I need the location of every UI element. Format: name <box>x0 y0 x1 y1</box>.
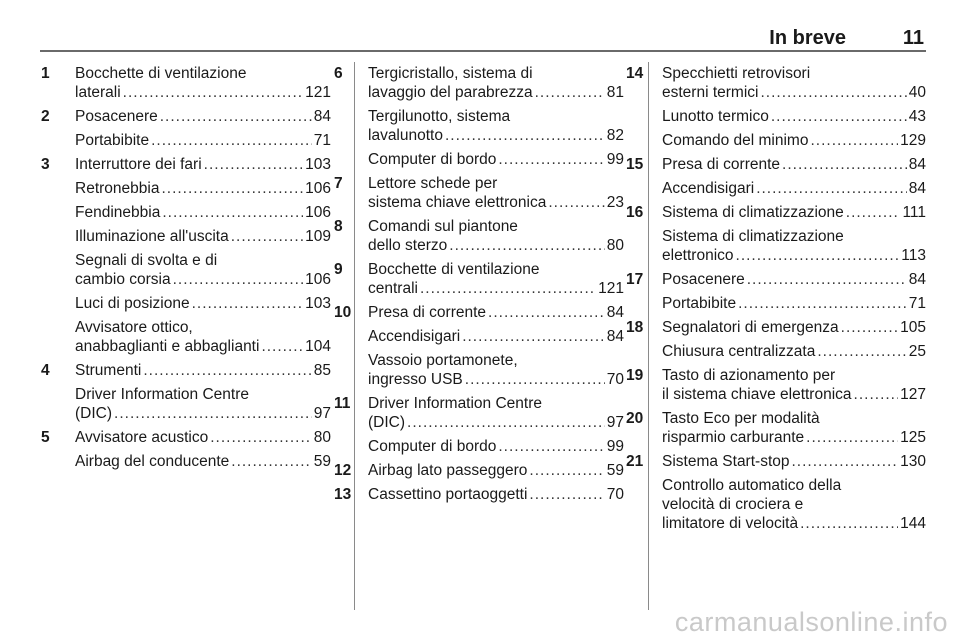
dot-leader <box>529 461 604 480</box>
index-entry[interactable] <box>368 437 624 456</box>
index-entry[interactable] <box>334 260 624 298</box>
page-reference[interactable]: 106 <box>305 180 331 197</box>
dot-leader <box>143 361 311 380</box>
entry-text: Accendisigari <box>662 180 755 197</box>
index-entry[interactable] <box>626 203 926 222</box>
dot-leader <box>841 318 898 337</box>
entry-text: Cassettino portaoggetti <box>368 486 528 503</box>
index-entry[interactable] <box>662 342 926 361</box>
dot-leader <box>162 203 303 222</box>
index-entry[interactable] <box>75 385 331 423</box>
entry-text: esterni termici <box>662 84 759 101</box>
index-entry[interactable] <box>626 452 926 471</box>
entry-text: Posacenere <box>662 271 745 288</box>
entry-number: 8 <box>334 218 343 235</box>
page-reference[interactable]: 106 <box>305 204 331 221</box>
index-entry[interactable] <box>334 485 624 504</box>
entry-text: Presa di corrente <box>662 156 781 173</box>
dot-leader <box>854 385 899 404</box>
page-reference[interactable]: 84 <box>606 304 624 321</box>
index-entry[interactable] <box>368 327 624 346</box>
dot-leader <box>465 370 605 389</box>
column-divider <box>354 62 355 610</box>
page-reference[interactable]: 127 <box>900 386 926 403</box>
entry-text: Tergicristallo, sistema di <box>368 65 533 82</box>
page-reference[interactable]: 103 <box>305 295 331 312</box>
index-entry[interactable] <box>75 227 331 246</box>
index-entry[interactable] <box>626 270 926 289</box>
index-entry[interactable] <box>75 203 331 222</box>
index-entry[interactable] <box>626 64 926 102</box>
page-reference[interactable]: 109 <box>305 228 331 245</box>
index-entry[interactable] <box>75 318 331 356</box>
dot-leader <box>420 279 596 298</box>
page-reference[interactable]: 85 <box>313 362 331 379</box>
page-reference[interactable]: 144 <box>900 515 926 532</box>
entry-text: Specchietti retrovisori <box>662 65 811 82</box>
page-reference[interactable]: 81 <box>606 84 624 101</box>
entry-number: 5 <box>41 429 50 446</box>
entry-text: Computer di bordo <box>368 438 497 455</box>
entry-text: Lettore schede per <box>368 175 498 192</box>
dot-leader <box>161 179 303 198</box>
entry-text: Tergilunotto, sistema <box>368 108 511 125</box>
index-entry[interactable] <box>75 294 331 313</box>
index-column-2 <box>334 64 624 509</box>
page-reference[interactable]: 104 <box>305 338 331 355</box>
entry-number: 3 <box>41 156 50 173</box>
entry-text: Controllo automatico della <box>662 477 842 494</box>
index-entry[interactable] <box>626 155 926 174</box>
page-number: 11 <box>902 27 924 49</box>
index-entry[interactable] <box>334 303 624 322</box>
entry-number: 12 <box>334 462 352 479</box>
page-reference[interactable]: 121 <box>598 280 624 297</box>
dot-leader <box>498 437 604 456</box>
entry-text: dello sterzo <box>368 237 448 254</box>
entry-number: 13 <box>334 486 352 503</box>
page-reference[interactable]: 70 <box>606 371 624 388</box>
index-entry[interactable] <box>368 107 624 145</box>
page-reference[interactable]: 59 <box>313 453 331 470</box>
page-reference[interactable]: 105 <box>900 319 926 336</box>
index-entry[interactable] <box>626 409 926 447</box>
page-reference[interactable]: 84 <box>908 180 926 197</box>
dot-leader <box>535 83 605 102</box>
entry-text: Posacenere <box>75 108 158 125</box>
index-entry[interactable] <box>626 318 926 337</box>
entry-text: Avvisatore acustico <box>75 429 209 446</box>
index-column-3 <box>626 64 926 538</box>
entry-text: velocità di crociera e <box>662 496 804 513</box>
dot-leader <box>736 246 900 265</box>
page-reference[interactable]: 84 <box>313 108 331 125</box>
entry-text: Retronebbia <box>75 180 160 197</box>
entry-number: 11 <box>334 395 351 412</box>
dot-leader <box>760 83 906 102</box>
dot-leader <box>756 179 907 198</box>
dot-leader <box>498 150 604 169</box>
entry-text: Driver Information Centre <box>75 386 250 403</box>
entry-number: 4 <box>41 362 50 379</box>
dot-leader <box>846 203 901 222</box>
index-entry[interactable] <box>662 107 926 126</box>
dot-leader <box>407 413 605 432</box>
page-reference[interactable]: 70 <box>606 486 624 503</box>
dot-leader <box>231 227 303 246</box>
index-entry[interactable] <box>334 217 624 255</box>
index-entry[interactable] <box>368 150 624 169</box>
entry-text: Strumenti <box>75 362 142 379</box>
entry-text: Vassoio portamonete, <box>368 352 518 369</box>
dot-leader <box>488 303 605 322</box>
dot-leader <box>114 404 312 423</box>
index-entry[interactable] <box>41 361 331 380</box>
dot-leader <box>810 131 898 150</box>
entry-text: Interruttore dei fari <box>75 156 202 173</box>
entry-text: Airbag del conducente <box>75 453 230 470</box>
entry-text: Driver Information Centre <box>368 395 543 412</box>
entry-text: (DIC) <box>75 405 113 422</box>
page-reference[interactable]: 80 <box>606 237 624 254</box>
entry-text: Tasto di azionamento per <box>662 367 836 384</box>
index-entry[interactable] <box>334 174 624 212</box>
page-reference[interactable]: 82 <box>606 127 624 144</box>
page-reference[interactable]: 97 <box>606 414 624 431</box>
entry-text: Comando del minimo <box>662 132 809 149</box>
dot-leader <box>738 294 907 313</box>
index-entry[interactable] <box>662 227 926 265</box>
entry-text: lavaggio del parabrezza <box>368 84 533 101</box>
dot-leader <box>123 83 303 102</box>
entry-number: 10 <box>334 304 352 321</box>
entry-text: Illuminazione all'uscita <box>75 228 229 245</box>
dot-leader <box>173 270 304 289</box>
page-reference[interactable]: 59 <box>606 462 624 479</box>
entry-text: Comandi sul piantone <box>368 218 518 235</box>
dot-leader <box>151 131 312 150</box>
page-reference[interactable]: 43 <box>908 108 926 125</box>
dot-leader <box>771 107 907 126</box>
entry-text: (DIC) <box>368 414 406 431</box>
page-reference[interactable]: 106 <box>305 271 331 288</box>
entry-number: 9 <box>334 261 343 278</box>
page-reference[interactable]: 80 <box>313 429 331 446</box>
index-entry[interactable] <box>368 351 624 389</box>
entry-text: Airbag lato passeggero <box>368 462 528 479</box>
dot-leader <box>529 485 604 504</box>
entry-text: Lunotto termico <box>662 108 769 125</box>
entry-number: 15 <box>626 156 644 173</box>
page-reference[interactable]: 129 <box>900 132 926 149</box>
entry-text: Tasto Eco per modalità <box>662 410 820 427</box>
entry-number: 17 <box>626 271 644 288</box>
page-reference[interactable]: 97 <box>313 405 331 422</box>
index-entry[interactable] <box>41 428 331 447</box>
index-entry[interactable] <box>334 64 624 102</box>
entry-text: sistema chiave elettronica <box>368 194 547 211</box>
dot-leader <box>204 155 303 174</box>
entry-text: cambio corsia <box>75 271 171 288</box>
page-reference[interactable]: 25 <box>908 343 926 360</box>
dot-leader <box>782 155 907 174</box>
page-reference[interactable]: 71 <box>313 132 331 149</box>
entry-text: Portabibite <box>75 132 150 149</box>
index-entry[interactable] <box>41 155 331 174</box>
entry-text: Presa di corrente <box>368 304 487 321</box>
entry-text: Bocchette di ventilazione <box>368 261 540 278</box>
page-reference[interactable]: 99 <box>606 151 624 168</box>
entry-text: Sistema di climatizzazione <box>662 228 844 245</box>
entry-text: Sistema Start-stop <box>662 453 790 470</box>
page-reference[interactable]: 99 <box>606 438 624 455</box>
index-entry[interactable] <box>334 394 624 432</box>
entry-number: 21 <box>626 453 644 470</box>
entry-number: 19 <box>626 367 644 384</box>
index-entry[interactable] <box>334 461 624 480</box>
index-entry[interactable] <box>662 476 926 533</box>
entry-text: Accendisigari <box>368 328 461 345</box>
entry-text: Computer di bordo <box>368 151 497 168</box>
dot-leader <box>817 342 906 361</box>
dot-leader <box>806 428 898 447</box>
entry-number: 20 <box>626 410 644 427</box>
entry-text: elettronico <box>662 247 734 264</box>
entry-number: 16 <box>626 204 644 221</box>
entry-number: 18 <box>626 319 644 336</box>
entry-text: Avvisatore ottico, <box>75 319 193 336</box>
entry-text: Portabibite <box>662 295 737 312</box>
entry-text: ingresso USB <box>368 371 463 388</box>
entry-text: limitatore di velocità <box>662 515 799 532</box>
dot-leader <box>800 514 898 533</box>
entry-number: 6 <box>334 65 343 82</box>
dot-leader <box>231 452 311 471</box>
index-column-1 <box>41 64 331 476</box>
page-header <box>40 0 926 52</box>
dot-leader <box>160 107 312 126</box>
entry-text: Segnali di svolta e di <box>75 252 218 269</box>
page-reference[interactable]: 103 <box>305 156 331 173</box>
dot-leader <box>210 428 312 447</box>
dot-leader <box>747 270 907 289</box>
page-reference[interactable]: 130 <box>900 453 926 470</box>
page-reference[interactable]: 125 <box>900 429 926 446</box>
index-entry[interactable] <box>662 131 926 150</box>
entry-text: centrali <box>368 280 418 297</box>
page-reference[interactable]: 121 <box>305 84 331 101</box>
entry-number: 7 <box>334 175 343 192</box>
dot-leader <box>445 126 605 145</box>
page-reference[interactable]: 84 <box>606 328 624 345</box>
index-entry[interactable] <box>662 294 926 313</box>
dot-leader <box>548 193 604 212</box>
page-reference[interactable]: 84 <box>908 271 926 288</box>
entry-text: Sistema di climatizzazione <box>662 204 844 221</box>
entry-text: il sistema chiave elettronica <box>662 386 852 403</box>
entry-text: Chiusura centralizzata <box>662 343 816 360</box>
index-entry[interactable] <box>75 131 331 150</box>
entry-number: 14 <box>626 65 644 82</box>
entry-number: 2 <box>41 108 50 125</box>
entry-text: risparmio carburante <box>662 429 805 446</box>
index-entry[interactable] <box>75 452 331 471</box>
entry-text: anabbaglianti e abbaglianti <box>75 338 260 355</box>
dot-leader <box>462 327 605 346</box>
entry-number: 1 <box>41 65 50 82</box>
dot-leader <box>449 236 604 255</box>
page-reference[interactable]: 71 <box>908 295 926 312</box>
index-entry[interactable] <box>75 179 331 198</box>
page-reference[interactable]: 113 <box>901 247 926 264</box>
index-entry[interactable] <box>626 366 926 404</box>
page-reference[interactable]: 23 <box>606 194 624 211</box>
index-entry[interactable] <box>662 179 926 198</box>
entry-text: Luci di posizione <box>75 295 190 312</box>
watermark: carmanualsonline.info <box>674 607 948 637</box>
entry-text: Bocchette di ventilazione <box>75 65 247 82</box>
index-entry[interactable] <box>41 64 331 102</box>
entry-text: Segnalatori di emergenza <box>662 319 839 336</box>
index-entry[interactable] <box>41 107 331 126</box>
page-reference[interactable]: 40 <box>908 84 926 101</box>
index-entry[interactable] <box>75 251 331 289</box>
column-divider <box>648 62 649 610</box>
dot-leader <box>792 452 899 471</box>
dot-leader <box>261 337 303 356</box>
dot-leader <box>192 294 304 313</box>
section-title: In breve <box>769 27 846 49</box>
entry-text: lavalunotto <box>368 127 443 144</box>
entry-text: Fendinebbia <box>75 204 161 221</box>
entry-text: laterali <box>75 84 121 101</box>
page-reference[interactable]: 111 <box>902 204 926 221</box>
page-reference[interactable]: 84 <box>908 156 926 173</box>
